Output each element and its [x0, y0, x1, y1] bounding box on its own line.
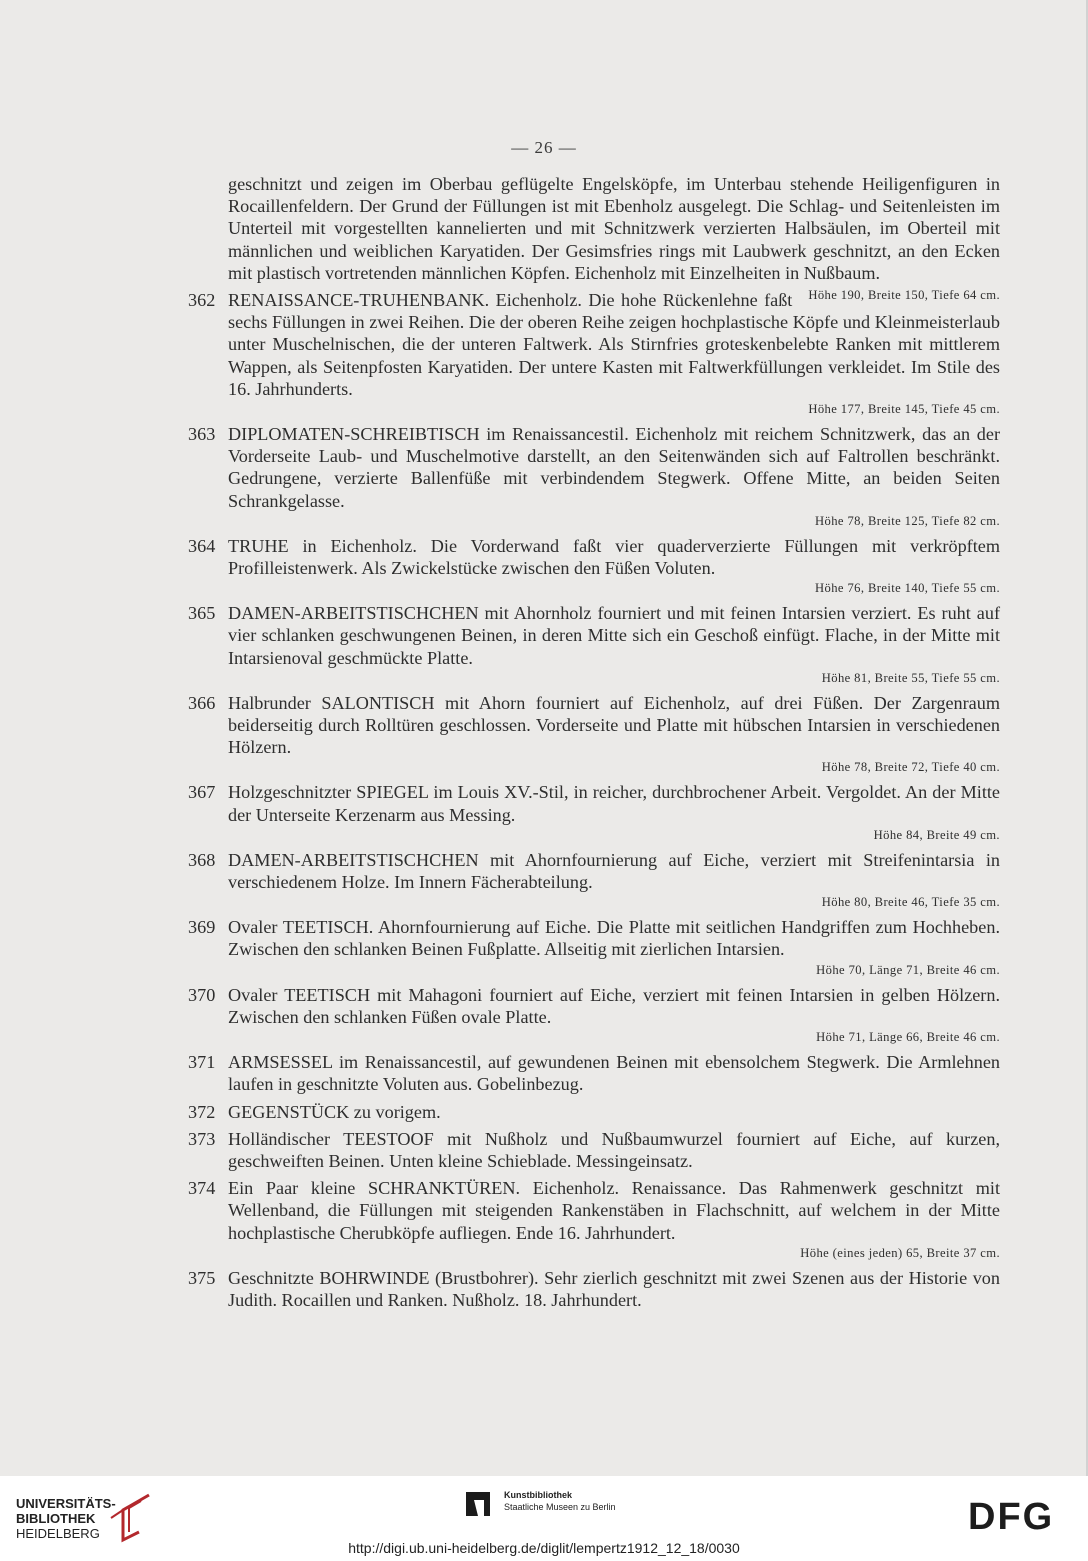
- entry-number: 364: [188, 535, 216, 556]
- entry-dimensions: Höhe 81, Breite 55, Tiefe 55 cm.: [821, 670, 1000, 685]
- footer-bar: [0, 1476, 1088, 1561]
- catalogue-entry: [188, 849, 1000, 911]
- bracket-logo-icon: [109, 1492, 151, 1544]
- catalogue-entry: [188, 1051, 1000, 1095]
- entry-dimensions: Höhe 76, Breite 140, Tiefe 55 cm.: [815, 581, 1000, 596]
- page-number: — 26 —: [511, 138, 577, 157]
- entry-description: Holzgeschnitzter SPIEGEL im Louis XV.-Stil, in reicher, durchbrochener Arbeit. Vergoldet. An der Mitte der Unterseite Kerzenarm aus Messing.: [228, 782, 1000, 825]
- dfg-logo: DFG: [968, 1496, 1055, 1538]
- catalogue-entry: [188, 916, 1000, 978]
- entry-number: 369: [188, 917, 216, 938]
- uni-line-1: UNIVERSITÄTS-: [16, 1496, 116, 1511]
- kb-title: Kunstbibliothek: [504, 1490, 572, 1500]
- entry-description: RENAISSANCE-TRUHENBANK. Eichenholz. Die hohe Rückenlehne faßt sechs Füllungen in zwei Reihen. Die der oberen Reihe zeigen hochplastische Köpfe und Kleinmeisterlaub unter Muschelnischen, die der unteren Faltwerk. Als Stirnfries groteskenbelebte Ranken mit mittlerem Wappen, als Seitenpfosten Karyatiden. Der untere Kasten mit Faltwerkfüllungen verkleidet. Im Stile des 16. Jahrhunderts.: [228, 290, 1000, 399]
- entry-dimensions: Höhe 84, Breite 49 cm.: [873, 827, 1000, 842]
- entry-dimensions: Höhe 177, Breite 145, Tiefe 45 cm.: [808, 402, 1000, 417]
- entry-number: 367: [188, 782, 216, 803]
- entry-number: 363: [188, 424, 216, 445]
- dimensions: Höhe 190, Breite 150, Tiefe 64 cm.: [808, 288, 1000, 303]
- catalogue-entry: [188, 289, 1000, 418]
- entry-description: Ein Paar kleine SCHRANKTÜREN. Eichenholz. Renaissance. Das Rahmenwerk geschnitzt mit Wellenband, die Füllungen mit steigenden Rankenstäben in Flachschnitt, auf welchem in der Mitte hochplastische Cherubköpfe aufliegen. Ende 16. Jahrhundert.: [228, 1178, 1000, 1243]
- entry-dimensions: Höhe (eines jeden) 65, Breite 37 cm.: [800, 1245, 1000, 1260]
- entry-dimensions: Höhe 80, Breite 46, Tiefe 35 cm.: [821, 895, 1000, 910]
- catalogue-entry: [188, 781, 1000, 843]
- entry-number: 373: [188, 1128, 216, 1149]
- entry-description: DIPLOMATEN-SCHREIBTISCH im Renaissancestil. Eichenholz mit reichem Schnitzwerk, das an der Vorderseite Laub- und Muschelmotive darstellt, an den Seitenwänden sich auf Faltrollen beschränkt. Gedrungene, verzierte Ballenfüße mit verbindendem Stegwerk. Offene Mitte, an beiden Seiten Schrankgelasse.: [228, 424, 1000, 511]
- entry-number: 370: [188, 984, 216, 1005]
- entry-description: ARMSESSEL im Renaissancestil, auf gewundenen Beinen mit ebensolchem Stegwerk. Die Armlehnen laufen in geschnitzte Voluten aus. Gobelinbezug.: [228, 1052, 1000, 1095]
- entry-dimensions: Höhe 70, Länge 71, Breite 46 cm.: [816, 962, 1000, 977]
- entry-description: Holländischer TEESTOOF mit Nußholz und Nußbaumwurzel fourniert auf Eiche, auf kurzen, geschweiften Beinen. Unten kleine Schieblade. Messingeinsatz.: [228, 1128, 1000, 1171]
- entry-dimensions: Höhe 78, Breite 125, Tiefe 82 cm.: [815, 513, 1000, 528]
- source-url-link[interactable]: http://digi.ub.uni-heidelberg.de/diglit/lempertz1912_12_18/0030: [348, 1540, 740, 1556]
- entry-number: 371: [188, 1052, 216, 1073]
- catalogue-entry: [188, 423, 1000, 530]
- catalogue-text: [188, 173, 1000, 1311]
- uni-line-2: BIBLIOTHEK: [16, 1511, 96, 1526]
- entry-dimensions: Höhe 78, Breite 72, Tiefe 40 cm.: [821, 760, 1000, 775]
- entry-number: 366: [188, 692, 216, 713]
- entry-number: 374: [188, 1178, 216, 1199]
- catalogue-entry: [188, 535, 1000, 597]
- entry-description: DAMEN-ARBEITSTISCHCHEN mit Ahornfournierung auf Eiche, verziert mit Streifenintarsia in verschiedenem Holze. Im Innern Fächerabteilung.: [228, 849, 1000, 893]
- entry-number: 375: [188, 1267, 216, 1288]
- entry-description: Geschnitzte BOHRWINDE (Brustbohrer). Sehr zierlich geschnitzt mit zwei Szenen aus der Historie von Judith. Rocaillen und Ranken. Nußholz. 18. Jahrhundert.: [228, 1267, 1000, 1310]
- kunstbibliothek-mark-icon: [466, 1492, 490, 1516]
- entry-number: 362: [188, 290, 216, 311]
- entry-description: Ovaler TEETISCH. Ahornfournierung auf Eiche. Die Platte mit seitlichen Handgriffen zum Hochheben. Zwischen den schlanken Beinen Fußplatte. Allseitig mit zierlichen Intarsien.: [228, 917, 1000, 960]
- entry-number: 368: [188, 849, 216, 870]
- entry-description: TRUHE in Eichenholz. Die Vorderwand faßt vier quaderverzierte Füllungen mit verkröpftem Profilleistenwerk. Als Zwickelstücke zwischen den Füßen Voluten.: [228, 535, 1000, 579]
- catalogue-entry: [188, 692, 1000, 777]
- entry-number: 372: [188, 1101, 216, 1122]
- entry-description: DAMEN-ARBEITSTISCHCHEN mit Ahornholz fourniert und mit feinen Intarsien verziert. Es ruht auf vier schlanken geschwungenen Beinen, in deren Mitte sich ein Geschoß einfügt. Flache, in der Mitte mit Intarsienoval geschmückte Platte.: [228, 603, 1000, 668]
- entry-description: Halbrunder SALONTISCH mit Ahorn fourniert auf Eichenholz, auf drei Füßen. Der Zargenraum beiderseitig durch Rolltüren geschlossen. Vorderseite und Platte mit hübschen Intarsien in verschiedenen Hölzern.: [228, 692, 1000, 758]
- catalogue-entry: [188, 1128, 1000, 1172]
- catalogue-entry: [188, 984, 1000, 1046]
- entry-dimensions: Höhe 71, Länge 66, Breite 46 cm.: [816, 1030, 1000, 1045]
- entry-description: Ovaler TEETISCH mit Mahagoni fourniert auf Eiche, verziert mit feinen Intarsien in gelben Hölzern. Zwischen den schlanken Füßen ovale Platte.: [228, 984, 1000, 1027]
- catalogue-entry: [188, 1177, 1000, 1262]
- uni-line-3: HEIDELBERG: [16, 1526, 100, 1541]
- university-library-logo: [16, 1496, 116, 1541]
- entry-description: GEGENSTÜCK zu vorigem.: [228, 1101, 441, 1122]
- intro-text: geschnitzt und zeigen im Oberbau geflügelte Engelsköpfe, im Unterbau stehende Heiligenfiguren in Rocaillenfeldern. Der Grund der Füllungen ist mit Ebenholz ausgelegt. Die Schlag- und Seitenleisten im Unterteil mit vorgestellten kannelierten und mit Schnitzwerk verzierten Halbsäulen, im Oberteil mit männlichen und weiblichen Karyatiden. Der Gesimsfries rings mit Laubwerk geschnitzt, an den Ecken mit plastisch vortretenden männlichen Köpfen. Eichenholz mit Einzelheiten in Nußbaum.: [228, 174, 1000, 283]
- catalogue-entry: [188, 602, 1000, 687]
- kb-subtitle: Staatliche Museen zu Berlin: [504, 1502, 616, 1512]
- continued-description: [228, 173, 1000, 303]
- entry-number: 365: [188, 603, 216, 624]
- catalogue-entry: [188, 1101, 1000, 1123]
- catalogue-entry: [188, 1267, 1000, 1311]
